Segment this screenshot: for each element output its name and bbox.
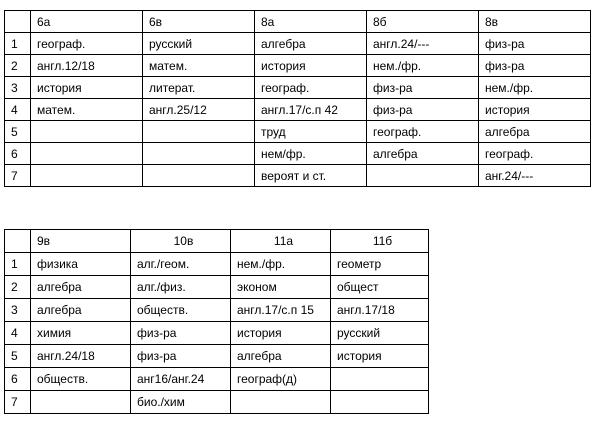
lesson-cell [143, 121, 255, 143]
lesson-row [5, 121, 591, 143]
class-header: 11а [231, 230, 331, 253]
lesson-row [5, 55, 591, 77]
lesson-cell: история [479, 99, 591, 121]
lesson-cell: история [31, 77, 143, 99]
lesson-cell [331, 391, 429, 414]
lesson-cell: нем./фр. [479, 77, 591, 99]
lesson-cell: географ. [367, 121, 479, 143]
lesson-row [5, 253, 429, 276]
lesson-cell: матем. [31, 99, 143, 121]
lesson-row [5, 276, 429, 299]
lesson-cell: общест [331, 276, 429, 299]
lesson-cell: физ-ра [131, 345, 231, 368]
lesson-cell [143, 165, 255, 187]
lesson-cell: анг16/анг.24 [131, 368, 231, 391]
lesson-cell: географ. [479, 143, 591, 165]
class-header: 8в [479, 11, 591, 33]
lesson-cell [31, 121, 143, 143]
lesson-number: 3 [5, 77, 31, 99]
class-header: 8а [255, 11, 367, 33]
lesson-cell [143, 143, 255, 165]
lesson-number: 7 [5, 165, 31, 187]
lesson-cell [331, 368, 429, 391]
lesson-cell: геометр [331, 253, 429, 276]
lesson-cell: англ.17/с.п 42 [255, 99, 367, 121]
lesson-row [5, 143, 591, 165]
lesson-cell: физ-ра [479, 55, 591, 77]
lesson-cell: нем/фр. [255, 143, 367, 165]
lesson-row [5, 33, 591, 55]
lesson-cell: анг.24/--- [479, 165, 591, 187]
lesson-cell: физ-ра [131, 322, 231, 345]
lesson-number: 4 [5, 99, 31, 121]
lesson-cell: матем. [143, 55, 255, 77]
lesson-cell: географ. [255, 77, 367, 99]
lesson-row [5, 322, 429, 345]
lesson-cell: физ-ра [479, 33, 591, 55]
header-row [5, 11, 591, 33]
lesson-cell: русский [331, 322, 429, 345]
lesson-cell: нем./фр. [367, 55, 479, 77]
lesson-row [5, 299, 429, 322]
lesson-number: 3 [5, 299, 31, 322]
lesson-cell: алг./физ. [131, 276, 231, 299]
lesson-cell: труд [255, 121, 367, 143]
lesson-cell: англ.24/--- [367, 33, 479, 55]
class-header: 9в [31, 230, 131, 253]
lesson-row [5, 99, 591, 121]
lesson-cell: история [255, 55, 367, 77]
class-header: 6в [143, 11, 255, 33]
lesson-cell: био./хим [131, 391, 231, 414]
class-header: 10в [131, 230, 231, 253]
lesson-number: 5 [5, 121, 31, 143]
lesson-number: 6 [5, 368, 31, 391]
lesson-cell: географ(д) [231, 368, 331, 391]
lesson-row [5, 391, 429, 414]
lesson-number: 7 [5, 391, 31, 414]
lesson-cell: вероят и ст. [255, 165, 367, 187]
lesson-cell: алгебра [479, 121, 591, 143]
lesson-cell: химия [31, 322, 131, 345]
lesson-cell: алгебра [367, 143, 479, 165]
lesson-cell: географ. [31, 33, 143, 55]
lesson-number: 6 [5, 143, 31, 165]
lesson-number: 4 [5, 322, 31, 345]
lesson-row [5, 368, 429, 391]
lesson-cell: англ.17/с.п 15 [231, 299, 331, 322]
lesson-cell: физика [31, 253, 131, 276]
lesson-cell: англ.25/12 [143, 99, 255, 121]
lesson-cell: эконом [231, 276, 331, 299]
lesson-cell: алгебра [255, 33, 367, 55]
lesson-cell: нем./фр. [231, 253, 331, 276]
class-header: 6а [31, 11, 143, 33]
schedule-table-1 [4, 10, 591, 187]
lesson-cell: англ.17/18 [331, 299, 429, 322]
lesson-cell: алг./геом. [131, 253, 231, 276]
lesson-cell [31, 165, 143, 187]
lesson-cell: обществ. [131, 299, 231, 322]
lesson-cell: история [231, 322, 331, 345]
corner-cell [5, 11, 31, 33]
lesson-cell: обществ. [31, 368, 131, 391]
lesson-cell [31, 391, 131, 414]
lesson-row [5, 165, 591, 187]
lesson-cell: история [331, 345, 429, 368]
lesson-number: 5 [5, 345, 31, 368]
class-header: 11б [331, 230, 429, 253]
lesson-cell: англ.24/18 [31, 345, 131, 368]
lesson-number: 1 [5, 33, 31, 55]
lesson-cell: англ.12/18 [31, 55, 143, 77]
schedule-table-2 [4, 229, 429, 414]
lesson-cell: физ-ра [367, 77, 479, 99]
lesson-row [5, 345, 429, 368]
corner-cell [5, 230, 31, 253]
lesson-number: 2 [5, 55, 31, 77]
lesson-cell [367, 165, 479, 187]
lesson-cell [31, 143, 143, 165]
header-row [5, 230, 429, 253]
lesson-cell: литерат. [143, 77, 255, 99]
lesson-cell: алгебра [31, 299, 131, 322]
lesson-cell: русский [143, 33, 255, 55]
lesson-number: 1 [5, 253, 31, 276]
lesson-cell: алгебра [231, 345, 331, 368]
lesson-cell [231, 391, 331, 414]
lesson-cell: алгебра [31, 276, 131, 299]
class-header: 8б [367, 11, 479, 33]
lesson-row [5, 77, 591, 99]
lesson-number: 2 [5, 276, 31, 299]
lesson-cell: физ-ра [367, 99, 479, 121]
